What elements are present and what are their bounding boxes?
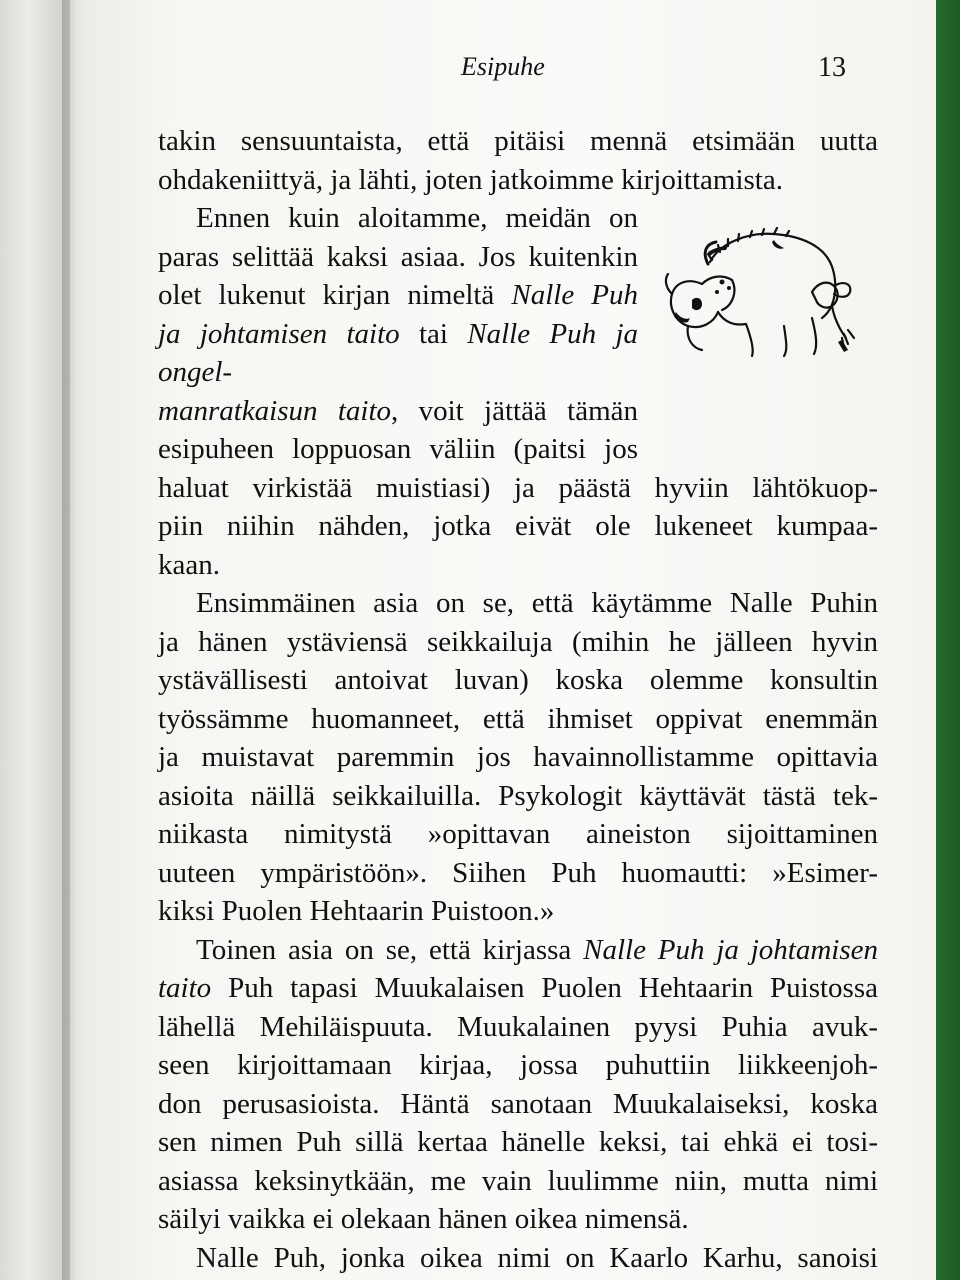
text-line: asiassa keksinytkään, me vain luulimme niin, mutta nimi xyxy=(158,1164,878,1197)
text-line: kiksi Puolen Hehtaarin Puistoon.» xyxy=(158,895,555,927)
text-line xyxy=(158,969,878,1008)
left-page-edge xyxy=(0,0,70,1280)
text-line: lähellä Mehiläispuuta. Muukalainen pyysi Puhia avuk- xyxy=(158,1010,878,1043)
text-line xyxy=(158,276,638,315)
text-line: takin sensuuntaista, että pitäisi mennä etsimään uutta xyxy=(158,125,878,157)
text-line: ystävällisesti antoivat luvan) koska olemme konsultin xyxy=(158,664,878,696)
book-title: manratkaisun taito xyxy=(158,394,391,427)
text-line: työssämme huomanneet, että ihmiset oppivat enemmän xyxy=(158,702,878,735)
text-line: uuteen ympäristöön». Siihen Puh huomautti: »Esimer- xyxy=(158,856,878,889)
body-text xyxy=(158,122,878,1277)
text-line: Ensimmäinen asia on se, että käytämme Nalle Puhin xyxy=(196,587,878,619)
text-line: seen kirjoittamaan kirjaa, jossa puhuttiin liikkeenjoh- xyxy=(158,1049,878,1081)
book-title: Nalle Puh ja johtamisen xyxy=(583,933,879,966)
book-title: Nalle Puh ja ongel- xyxy=(158,317,638,388)
text-line xyxy=(158,315,638,392)
text-segment: Toinen asia on se, että kirjassa xyxy=(196,933,572,966)
text-line: piin niihin nähden, jotka eivät ole lukeneet kumpaa- xyxy=(158,510,878,542)
green-cover-edge xyxy=(936,0,960,1280)
text-segment: olet lukenut kirjan nimeltä xyxy=(158,279,495,311)
text-line: Ennen kuin aloitamme, meidän on xyxy=(196,202,638,234)
text-line: asioita näillä seikkailuilla. Psykologit käyttävät tästä tek- xyxy=(158,779,878,812)
text-line: sen nimen Puh sillä kertaa hänelle keksi, tai ehkä ei tosi- xyxy=(158,1126,878,1158)
text-line: paras selittää kaksi asiaa. Jos kuitenkin xyxy=(158,240,638,273)
text-line: esipuheen loppuosan väliin (paitsi jos xyxy=(158,433,638,465)
text-line: niikasta nimitystä »opittavan aineiston sijoittaminen xyxy=(158,818,878,850)
text-line: ja hänen ystäviensä seikkailuja (mihin he jälleen hyvin xyxy=(158,625,878,658)
text-line xyxy=(158,392,638,431)
text-line: säilyi vaikka ei olekaan hänen oikea nimensä. xyxy=(158,1203,689,1235)
text-line: ja muistavat paremmin jos havainnollistamme opittavia xyxy=(158,741,878,773)
page-number: 13 xyxy=(818,52,846,83)
book-title: ja johtamisen taito xyxy=(158,317,400,350)
text-line: haluat virkistää muistiasi) ja päästä hyviin lähtökuop- xyxy=(158,471,878,504)
text-line: Nalle Puh, jonka oikea nimi on Kaarlo Karhu, sanoisi xyxy=(196,1241,878,1274)
text-line: don perusasioista. Häntä sanotaan Muukalaiseksi, koska xyxy=(158,1087,878,1120)
book-gutter-shadow xyxy=(62,0,84,1280)
book-title: Nalle Puh xyxy=(511,279,639,311)
text-segment: tai xyxy=(399,317,468,350)
text-line: kaan. xyxy=(158,548,220,581)
text-segment: , voit jättää tämän xyxy=(391,394,638,427)
text-line xyxy=(158,931,878,970)
text-line: ohdakeniittyä, ja lähti, joten jatkoimme kirjoittamista. xyxy=(158,163,783,196)
running-head: Esipuhe xyxy=(461,52,545,81)
text-segment: Puh tapasi Muukalaisen Puolen Hehtaarin Puistossa xyxy=(211,972,878,1004)
book-title: taito xyxy=(158,972,212,1004)
